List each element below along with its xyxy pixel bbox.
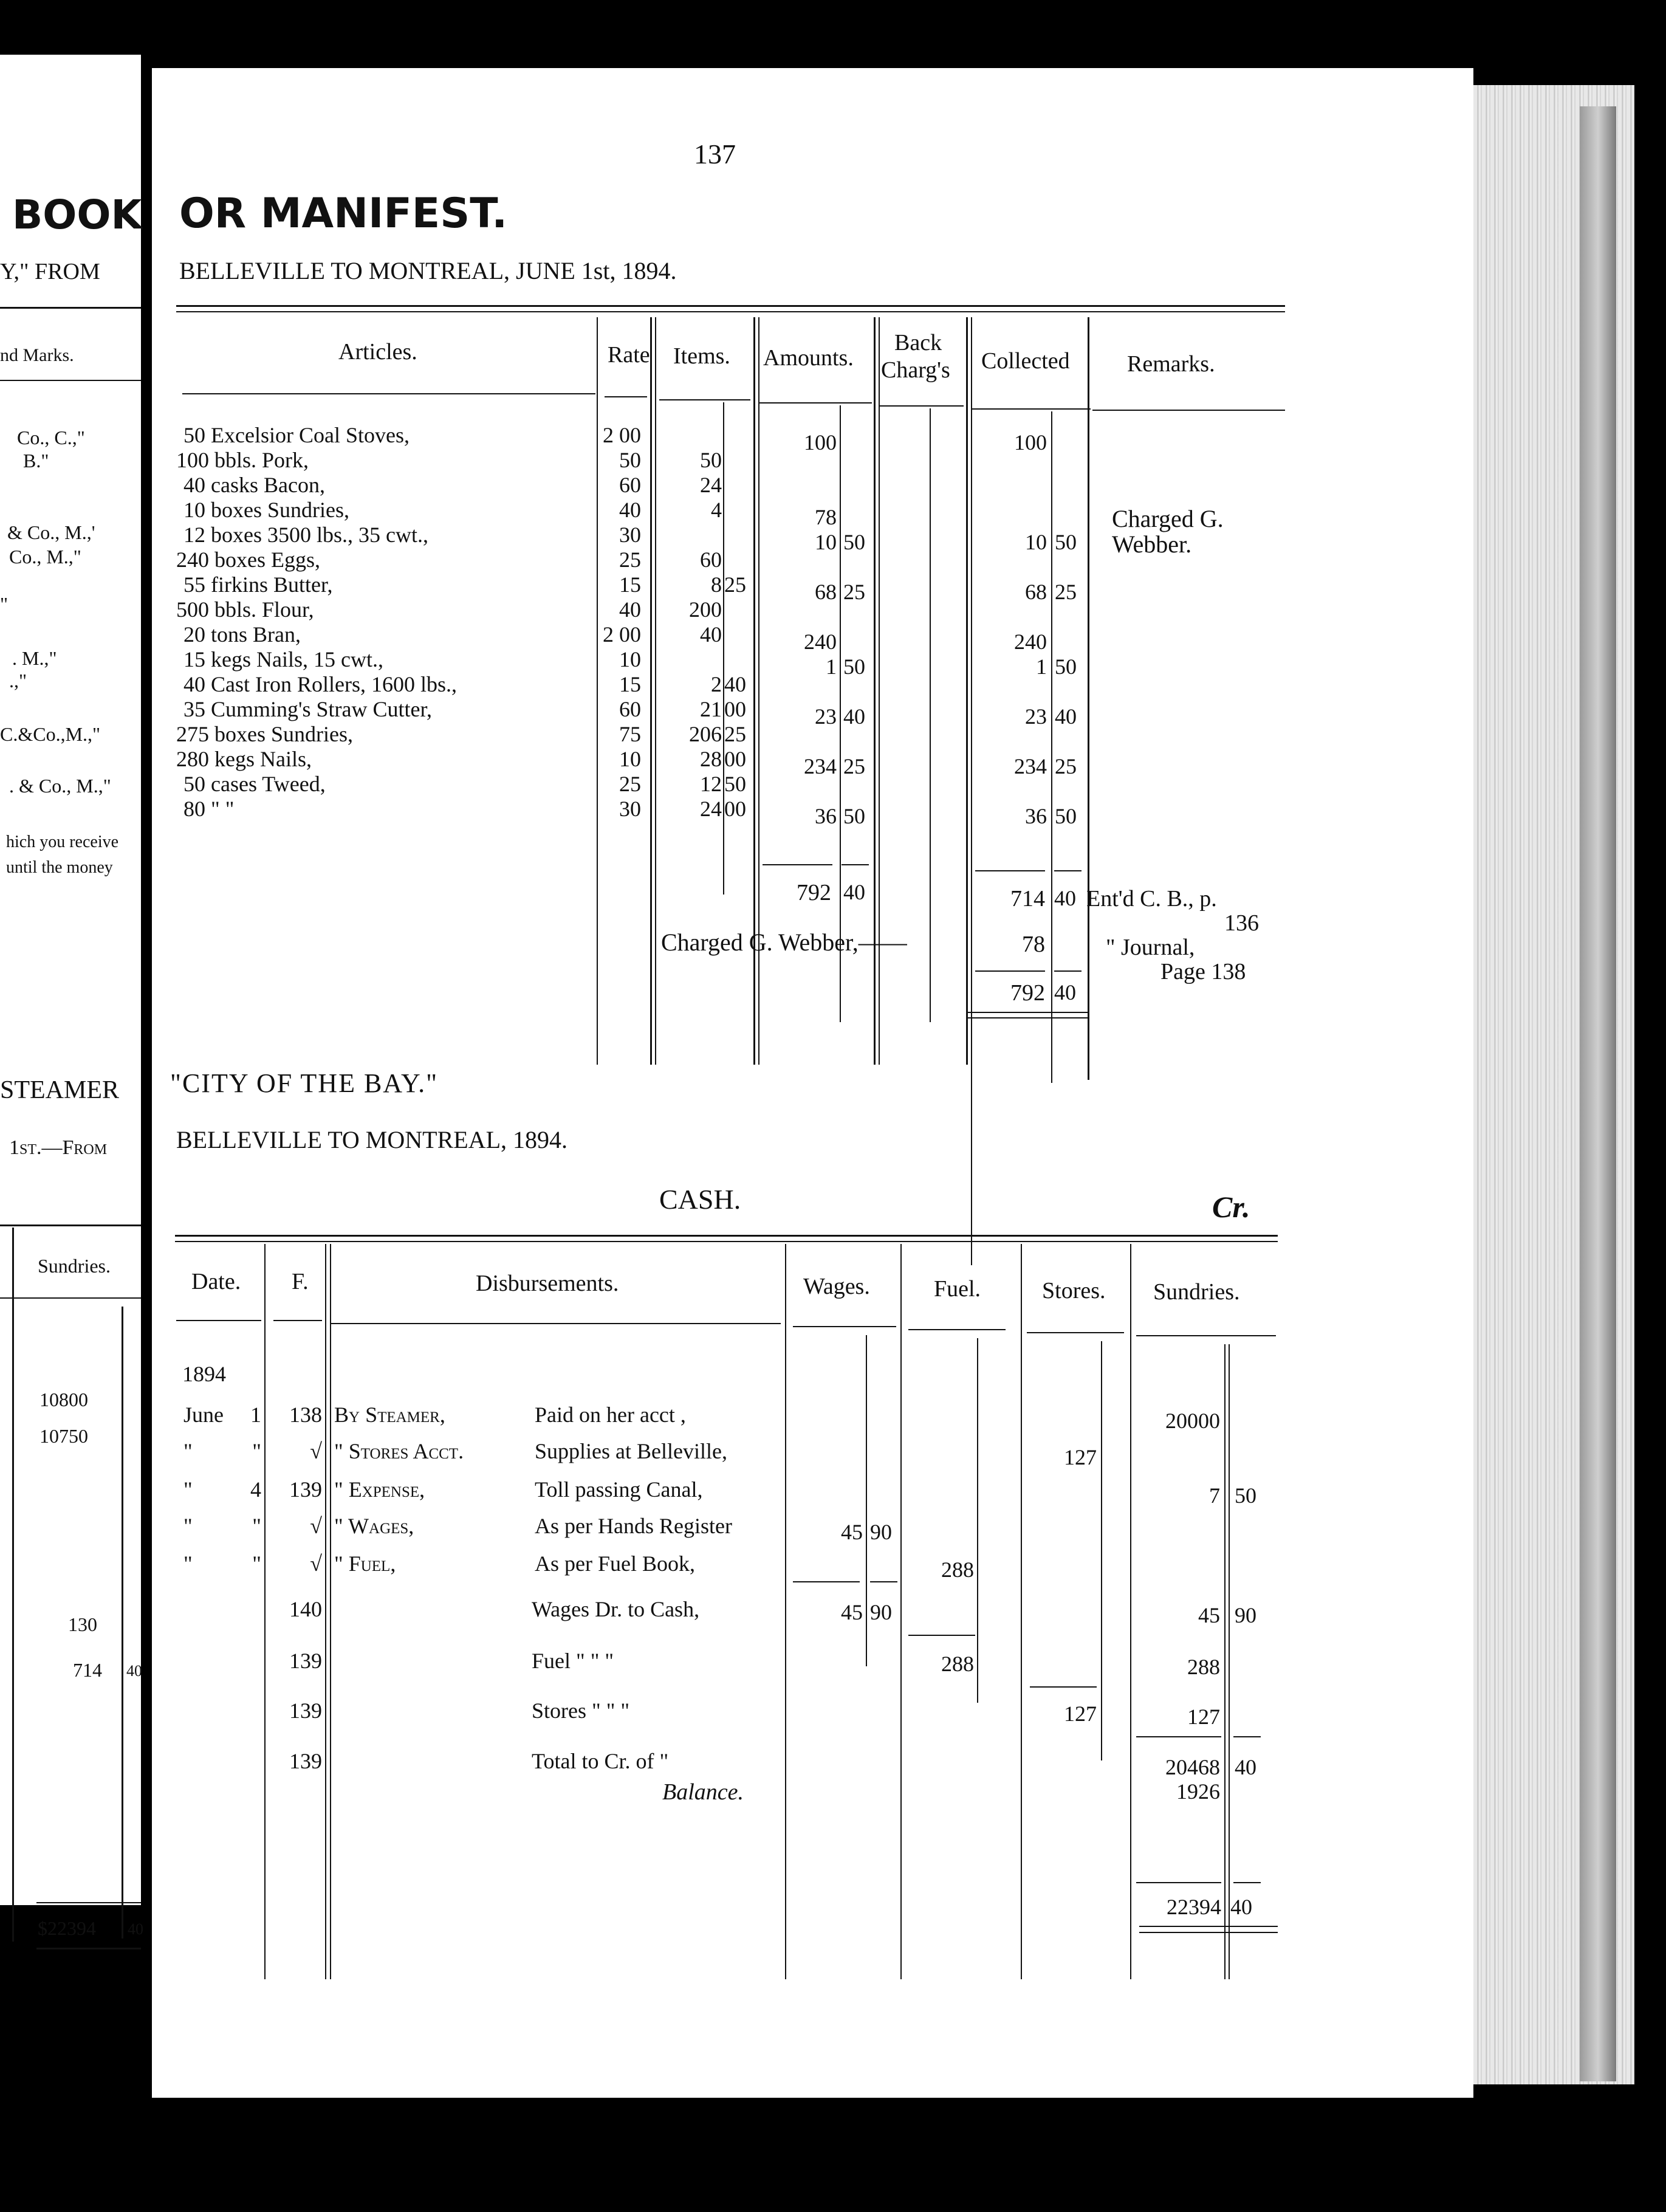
- amount-cents: 50: [843, 654, 865, 679]
- vline: [330, 1244, 331, 1979]
- rule: [1136, 1882, 1221, 1883]
- balance-label: Balance.: [662, 1779, 744, 1805]
- rule: [763, 864, 832, 865]
- amount-dollars: 10: [815, 530, 837, 554]
- article-cell: 15 kegs Nails, 15 cwt.,: [183, 647, 383, 672]
- manifest-route: BELLEVILLE TO MONTREAL, JUNE 1st, 1894.: [179, 257, 677, 284]
- article-cell: 280 kegs Nails,: [176, 747, 312, 771]
- cash-description: Supplies at Belleville,: [535, 1439, 727, 1463]
- cash-fuel: 288: [941, 1652, 974, 1676]
- cash-sundries: 288: [1187, 1655, 1220, 1679]
- items-dollars: 24: [700, 797, 722, 821]
- vline: [1051, 411, 1052, 1083]
- header-back-charges: Charg's: [881, 357, 950, 383]
- cash-header-folio: F.: [292, 1269, 309, 1294]
- cash-description: Total to Cr. of ": [532, 1749, 669, 1773]
- cash-folio: 139: [289, 1477, 322, 1502]
- rate-cents: 25: [619, 548, 641, 572]
- rule: [972, 408, 1091, 410]
- cash-description: Stores " " ": [532, 1698, 630, 1723]
- left-mark: . M.,": [12, 647, 57, 669]
- cash-sundries-cents: 90: [1235, 1603, 1256, 1627]
- collected-dollars: 10: [1025, 530, 1047, 554]
- vline: [264, 1244, 266, 1979]
- cash-month: ": [183, 1439, 193, 1463]
- cash-header-date: Date.: [191, 1269, 241, 1294]
- cash-sundries: 20000: [1165, 1409, 1220, 1433]
- entd-cash-book: Ent'd C. B., p.: [1086, 886, 1217, 912]
- rule: [176, 1320, 261, 1321]
- vline: [785, 1244, 786, 1979]
- header-articles: Articles.: [338, 339, 417, 365]
- cash-account: " Stores Acct.: [334, 1439, 464, 1463]
- rule: [182, 393, 595, 394]
- cash-sundries: 20468: [1165, 1755, 1220, 1779]
- header-collected: Collected: [981, 348, 1070, 374]
- article-cell: 100 bbls. Pork,: [176, 448, 309, 472]
- vline: [655, 317, 656, 1065]
- remarks-charged: Webber.: [1112, 531, 1192, 558]
- left-sundries: 130: [68, 1613, 97, 1635]
- left-mark: ": [0, 593, 9, 615]
- left-sundries-cents: 40: [126, 1662, 142, 1680]
- article-cell: 50 Excelsior Coal Stoves,: [183, 423, 410, 447]
- rate-cents: 15: [619, 672, 641, 696]
- cash-month: June: [183, 1403, 224, 1427]
- rule: [793, 1326, 896, 1327]
- items-cents: 00: [724, 797, 746, 821]
- cash-wages: 45: [841, 1520, 863, 1544]
- balance-amount: 1926: [1176, 1779, 1220, 1804]
- cash-description: As per Fuel Book,: [535, 1551, 695, 1576]
- amount-dollars: 100: [804, 430, 837, 455]
- cash-sundries: 45: [1198, 1603, 1220, 1627]
- left-sundries: 714: [73, 1659, 102, 1681]
- rule: [908, 1635, 975, 1636]
- article-cell: 50 cases Tweed,: [183, 772, 326, 796]
- items-dollars: 28: [700, 747, 722, 771]
- manifest-title: OR MANIFEST.: [179, 190, 508, 238]
- left-page: [0, 55, 143, 1939]
- rule: [842, 864, 869, 865]
- rate-dollars: 2: [603, 622, 614, 647]
- rule: [175, 1241, 1278, 1242]
- cash-month: ": [183, 1514, 193, 1538]
- entd-page: 136: [1224, 910, 1259, 936]
- cash-month: ": [183, 1477, 193, 1502]
- article-cell: 10 boxes Sundries,: [183, 498, 349, 522]
- rate-cents: 30: [619, 797, 641, 821]
- cash-folio: 140: [289, 1597, 322, 1621]
- left-title: BOOK: [12, 191, 142, 238]
- cash-total: 22394: [1167, 1895, 1221, 1919]
- cash-wages: 45: [841, 1600, 863, 1624]
- cash-month: ": [183, 1551, 193, 1576]
- article-cell: 80 " ": [183, 797, 235, 821]
- left-total: $22394: [38, 1917, 96, 1939]
- rule: [175, 1235, 1278, 1237]
- collected-cents: 50: [1055, 654, 1077, 679]
- amount-dollars: 36: [815, 804, 837, 828]
- rate-cents: 25: [619, 772, 641, 796]
- cash-wages-cents: 90: [870, 1520, 892, 1544]
- cash-folio: √: [310, 1551, 322, 1576]
- cash-account: " Fuel,: [334, 1551, 396, 1576]
- cash-header-fuel: Fuel.: [934, 1276, 981, 1302]
- collected-cents: 40: [1055, 704, 1077, 729]
- cash-header-wages: Wages.: [803, 1274, 870, 1299]
- cash-folio: 139: [289, 1698, 322, 1723]
- cash-year: 1894: [182, 1362, 226, 1386]
- items-dollars: 24: [700, 473, 722, 497]
- cash-total-cents: 40: [1230, 1895, 1252, 1919]
- left-rule: [36, 1948, 141, 1949]
- amount-cents: 40: [843, 704, 865, 729]
- rule: [975, 870, 1045, 871]
- journal-page: Page 138: [1160, 959, 1246, 984]
- vline: [1101, 1341, 1102, 1760]
- rule: [331, 1323, 781, 1324]
- items-dollars: 50: [700, 448, 722, 472]
- amount-dollars: 23: [815, 704, 837, 729]
- cash-title: CASH.: [659, 1184, 741, 1215]
- left-rule: [0, 1297, 141, 1299]
- cash-description: Wages Dr. to Cash,: [532, 1597, 700, 1621]
- rule: [605, 396, 647, 397]
- left-rule: [36, 1902, 141, 1903]
- total-collected-cents: 40: [1054, 886, 1076, 910]
- amount-cents: 50: [843, 804, 865, 828]
- items-dollars: 8: [711, 572, 722, 597]
- left-mark: Co., C.,": [17, 427, 85, 448]
- article-cell: 12 boxes 3500 lbs., 35 cwt.,: [183, 523, 428, 547]
- rule: [1136, 1335, 1276, 1336]
- rule: [1054, 970, 1082, 972]
- page-number: 137: [694, 139, 736, 170]
- vline: [971, 317, 972, 1265]
- remarks-charged: Charged G.: [1112, 505, 1224, 532]
- rate-cents: 40: [619, 498, 641, 522]
- article-cell: 35 Cumming's Straw Cutter,: [183, 697, 433, 721]
- grand-total-cents: 40: [1054, 980, 1076, 1005]
- rate-cents: 60: [619, 697, 641, 721]
- collected-cents: 25: [1055, 754, 1077, 778]
- page-edge-shadow: [1580, 106, 1616, 2081]
- collected-cents: 50: [1055, 530, 1077, 554]
- left-total-cents: 40: [128, 1920, 143, 1938]
- cash-header-disbursements: Disbursements.: [476, 1271, 619, 1296]
- rate-cents: 00: [619, 622, 641, 647]
- amount-dollars: 68: [815, 580, 837, 604]
- rule: [176, 311, 1285, 312]
- left-sundries: 10800: [39, 1389, 88, 1410]
- rule: [1139, 1932, 1278, 1933]
- vline: [1021, 1244, 1022, 1979]
- cash-cr: Cr.: [1212, 1190, 1250, 1224]
- left-vline: [12, 1228, 14, 1942]
- left-sundries-header: Sundries.: [38, 1255, 111, 1277]
- left-steamer: STEAMER: [0, 1076, 120, 1104]
- vline: [1229, 1344, 1230, 1979]
- cash-folio: √: [310, 1514, 322, 1538]
- cash-header-stores: Stores.: [1042, 1278, 1106, 1304]
- left-mark: Co., M.,": [9, 546, 81, 568]
- left-note: hich you receive: [6, 833, 119, 851]
- left-mark: C.&Co.,M.,": [0, 723, 101, 745]
- vline: [1224, 1344, 1226, 1979]
- collected-cents: 50: [1055, 804, 1077, 828]
- items-cents: 00: [724, 697, 746, 721]
- vline: [1130, 1244, 1131, 1979]
- rate-cents: 50: [619, 448, 641, 472]
- vline: [966, 317, 968, 1065]
- rule: [1136, 1736, 1221, 1737]
- rule: [176, 305, 1285, 307]
- left-note: until the money: [6, 858, 113, 877]
- rule: [759, 402, 872, 404]
- rule: [1092, 410, 1285, 411]
- vline: [977, 1338, 978, 1703]
- cash-fuel: 288: [941, 1558, 974, 1582]
- rule: [1054, 870, 1082, 871]
- cash-sundries: 127: [1187, 1705, 1220, 1729]
- amount-dollars: 234: [804, 754, 837, 778]
- left-rule: [0, 380, 141, 381]
- grand-total: 792: [1010, 980, 1045, 1006]
- cash-sundries: 7: [1209, 1483, 1220, 1508]
- rule: [870, 1581, 897, 1582]
- collected-dollars: 234: [1014, 754, 1047, 778]
- cash-stores: 127: [1064, 1702, 1097, 1726]
- cash-folio: 139: [289, 1649, 322, 1673]
- left-sundries: 10750: [39, 1425, 88, 1447]
- rule: [908, 1329, 1006, 1330]
- rate-cents: 75: [619, 722, 641, 746]
- amount-cents: 50: [843, 530, 865, 554]
- cash-route: BELLEVILLE TO MONTREAL, 1894.: [176, 1126, 568, 1153]
- amount-dollars: 240: [804, 630, 837, 654]
- left-mark: B.": [23, 450, 49, 472]
- items-cents: 25: [724, 572, 746, 597]
- items-dollars: 206: [689, 722, 722, 746]
- total-collected: 714: [1010, 886, 1045, 912]
- left-mark: . & Co., M.,": [9, 775, 111, 797]
- rule: [975, 970, 1045, 972]
- cash-day: 1: [250, 1403, 261, 1427]
- cash-sundries-cents: 40: [1235, 1755, 1256, 1779]
- collected-dollars: 68: [1025, 580, 1047, 604]
- vline: [325, 1244, 326, 1979]
- article-cell: 20 tons Bran,: [183, 622, 301, 647]
- amount-cents: 25: [843, 580, 865, 604]
- left-column-header: nd Marks.: [0, 345, 74, 365]
- article-cell: 40 Cast Iron Rollers, 1600 lbs.,: [183, 672, 457, 696]
- rule: [1139, 1926, 1278, 1927]
- items-dollars: 2: [711, 672, 722, 696]
- amount-cents: 25: [843, 754, 865, 778]
- items-dollars: 40: [700, 622, 722, 647]
- collected-dollars: 240: [1014, 630, 1047, 654]
- journal-ref: " Journal,: [1106, 935, 1195, 960]
- cash-account: " Wages,: [334, 1514, 414, 1538]
- vline: [1088, 317, 1089, 1080]
- rule: [966, 1017, 1088, 1018]
- charged-line: Charged G. Webber,——: [661, 929, 907, 956]
- rate-cents: 10: [619, 747, 641, 771]
- steamer-name: "CITY OF THE BAY.": [170, 1068, 439, 1098]
- article-cell: 55 firkins Butter,: [183, 572, 333, 597]
- header-remarks: Remarks.: [1127, 351, 1215, 377]
- collected-dollars: 100: [1014, 430, 1047, 455]
- cash-description: As per Hands Register: [535, 1514, 732, 1538]
- cash-description: Toll passing Canal,: [535, 1477, 703, 1502]
- article-cell: 500 bbls. Flour,: [176, 597, 314, 622]
- cash-stores: 127: [1064, 1445, 1097, 1469]
- cash-day: 4: [250, 1477, 261, 1502]
- collected-cents: 25: [1055, 580, 1077, 604]
- items-dollars: 12: [700, 772, 722, 796]
- rule: [966, 1012, 1088, 1013]
- left-mark: & Co., M.,': [7, 521, 95, 543]
- cash-day: ": [252, 1439, 261, 1463]
- cash-description: Paid on her acct ,: [535, 1403, 686, 1427]
- rule: [273, 1320, 322, 1321]
- total-amount: 792: [797, 880, 831, 905]
- items-cents: 40: [724, 672, 746, 696]
- vline: [866, 1335, 867, 1666]
- items-dollars: 200: [689, 597, 722, 622]
- charged-amount: 78: [1022, 932, 1045, 957]
- header-back-charges: Back: [894, 330, 942, 355]
- rule: [659, 399, 750, 400]
- collected-dollars: 1: [1036, 654, 1047, 679]
- left-from: 1st.—From: [9, 1136, 108, 1159]
- vline: [930, 408, 931, 1022]
- cash-header-sundries: Sundries.: [1153, 1279, 1240, 1305]
- items-dollars: 21: [700, 697, 722, 721]
- rate-cents: 60: [619, 473, 641, 497]
- vline: [900, 1244, 902, 1979]
- items-dollars: 60: [700, 548, 722, 572]
- total-amount-cents: 40: [843, 880, 865, 904]
- vline: [650, 317, 652, 1065]
- left-mark: .,": [9, 670, 27, 692]
- left-subtitle: Y," FROM: [0, 259, 100, 284]
- items-dollars: 4: [711, 498, 722, 522]
- rule: [1027, 1332, 1124, 1333]
- rate-cents: 00: [619, 423, 641, 447]
- article-cell: 240 boxes Eggs,: [176, 548, 320, 572]
- left-rule: [0, 307, 141, 309]
- items-cents: 50: [724, 772, 746, 796]
- cash-sundries-cents: 50: [1235, 1483, 1256, 1508]
- rate-cents: 30: [619, 523, 641, 547]
- cash-account: " Expense,: [334, 1477, 425, 1502]
- article-cell: 40 casks Bacon,: [183, 473, 325, 497]
- main-page: [152, 68, 1473, 2098]
- cash-account: By Steamer,: [334, 1403, 445, 1427]
- items-cents: 00: [724, 747, 746, 771]
- cash-folio: 139: [289, 1749, 322, 1773]
- cash-folio: √: [310, 1439, 322, 1463]
- left-rule: [0, 1224, 141, 1226]
- collected-dollars: 36: [1025, 804, 1047, 828]
- amount-dollars: 1: [826, 654, 837, 679]
- cash-wages-cents: 90: [870, 1600, 892, 1624]
- items-cents: 25: [724, 722, 746, 746]
- cash-folio: 138: [289, 1403, 322, 1427]
- header-rate: Rate: [608, 342, 650, 368]
- rate-cents: 40: [619, 597, 641, 622]
- article-cell: 275 boxes Sundries,: [176, 722, 353, 746]
- rule: [1233, 1882, 1261, 1883]
- rule: [793, 1581, 860, 1582]
- amount-dollars: 78: [815, 505, 837, 529]
- header-items: Items.: [673, 343, 730, 369]
- cash-day: ": [252, 1514, 261, 1538]
- rate-cents: 10: [619, 647, 641, 672]
- cash-description: Fuel " " ": [532, 1649, 614, 1673]
- rate-cents: 15: [619, 572, 641, 597]
- rule: [1233, 1736, 1261, 1737]
- rate-dollars: 2: [603, 423, 614, 447]
- collected-dollars: 23: [1025, 704, 1047, 729]
- rule: [880, 405, 964, 407]
- header-amounts: Amounts.: [763, 345, 854, 371]
- cash-day: ": [252, 1551, 261, 1576]
- left-vline: [122, 1307, 123, 1939]
- rule: [1030, 1686, 1097, 1688]
